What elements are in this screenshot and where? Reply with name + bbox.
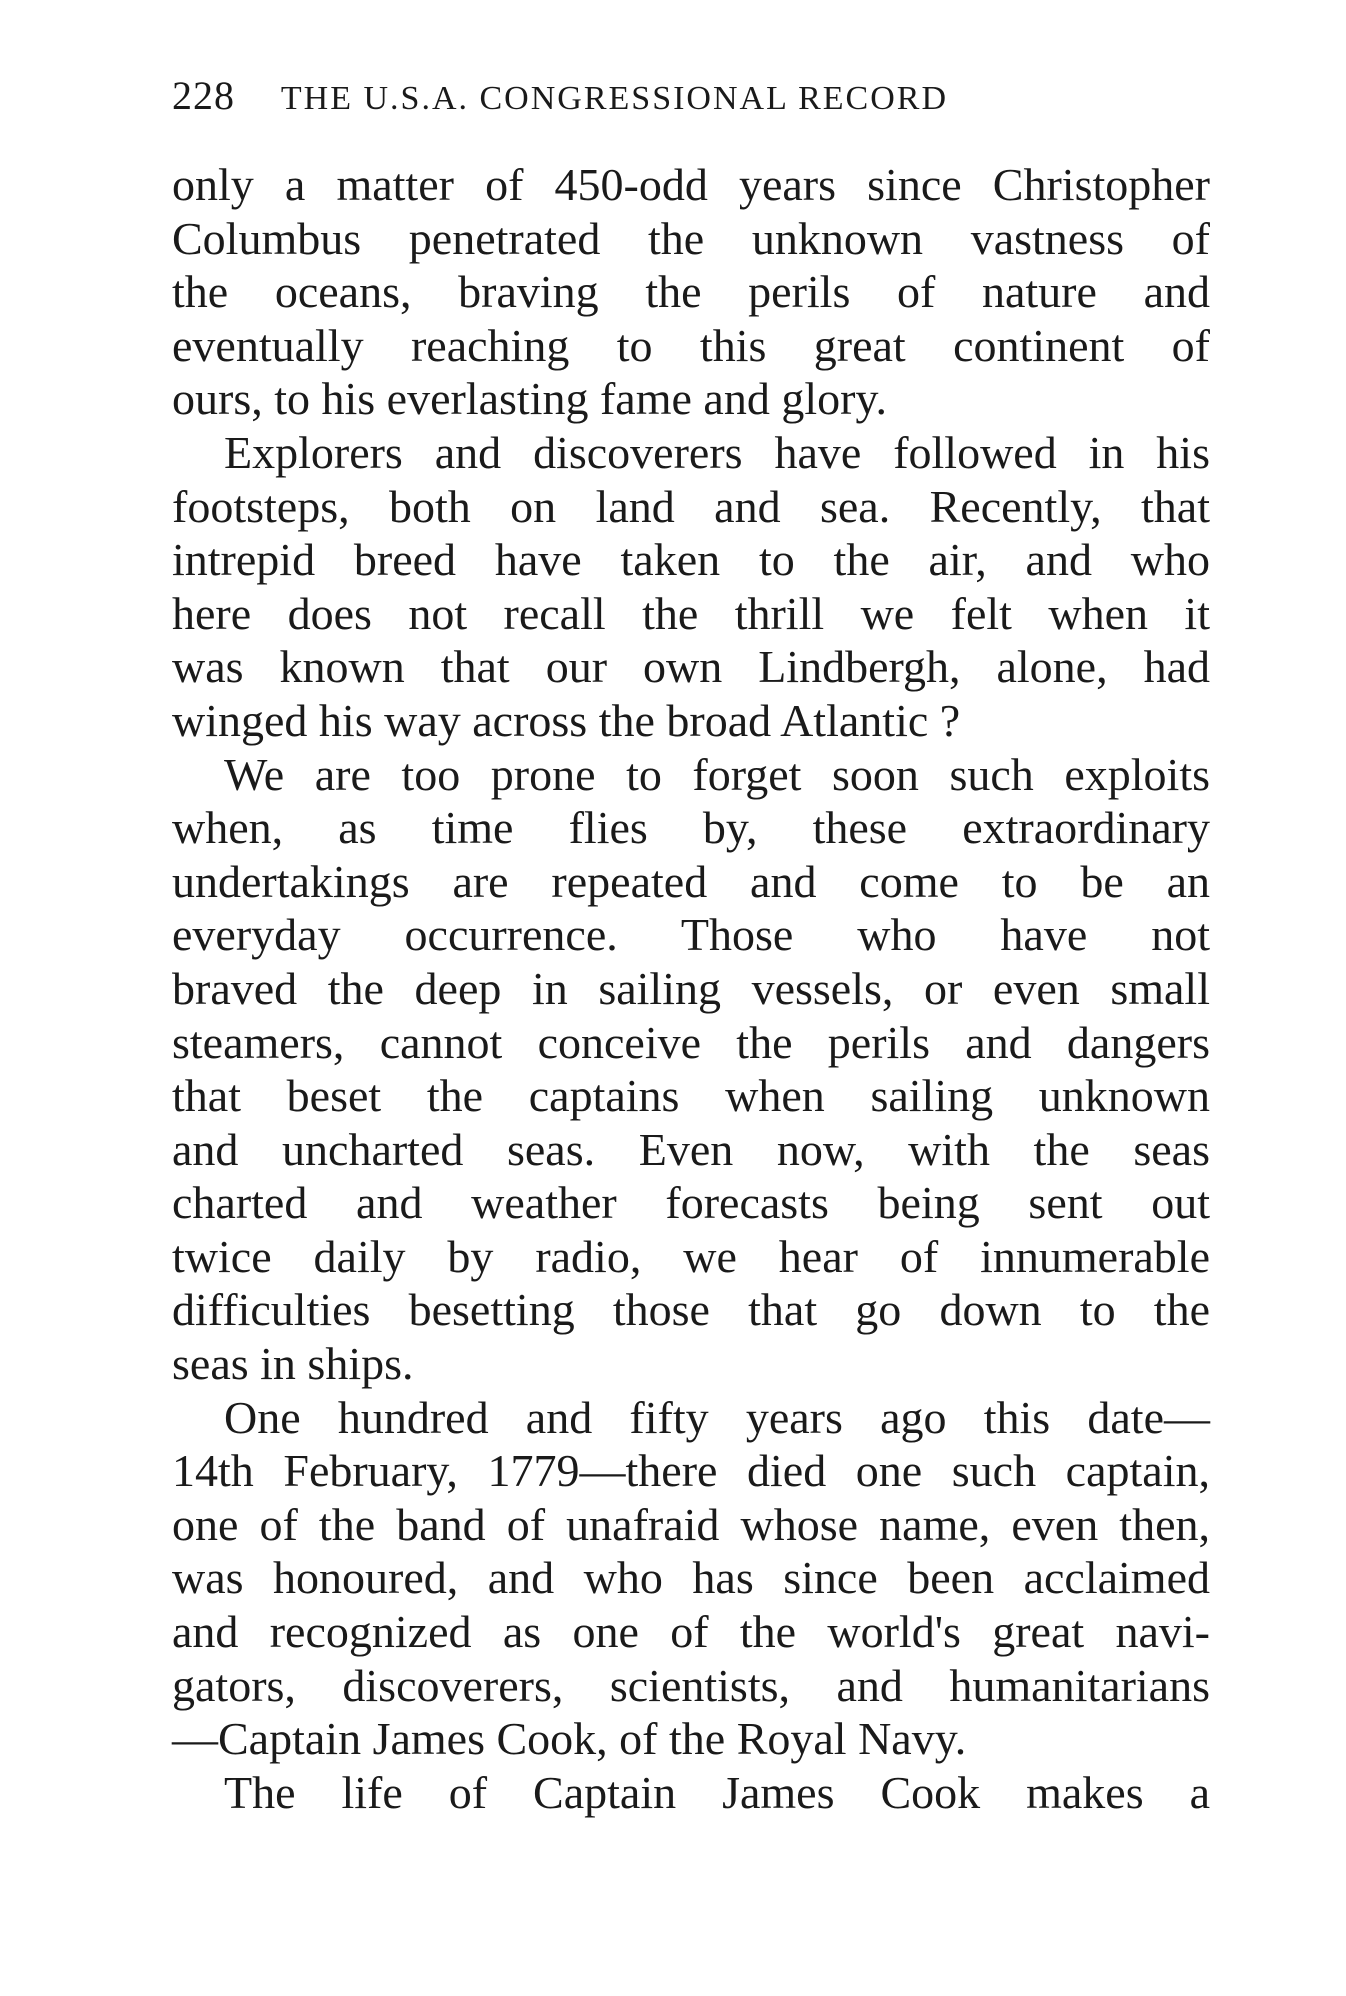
- text-line: One hundred and fifty years ago this date—: [224, 1391, 1210, 1443]
- text-line: ours, to his everlasting fame and glory.: [172, 373, 887, 425]
- page-number: 228: [172, 73, 235, 118]
- text-line: Explorers and discoverers have followed in his: [224, 426, 1210, 478]
- text-line: that beset the captains when sailing unknown: [172, 1070, 1210, 1122]
- paragraph: [172, 1391, 1210, 1766]
- paragraph: [172, 1766, 1210, 1820]
- text-line: was known that our own Lindbergh, alone, had: [172, 641, 1210, 693]
- text-line: only a matter of 450-odd years since Christopher: [172, 159, 1210, 210]
- text-line: here does not recall the thrill we felt when it: [172, 587, 1210, 639]
- text-line: undertakings are repeated and come to be an: [172, 855, 1210, 907]
- text-line: twice daily by radio, we hear of innumerable: [172, 1230, 1210, 1282]
- text-line: The life of Captain James Cook makes a: [224, 1766, 1210, 1818]
- paragraph: [172, 748, 1210, 1391]
- paragraph: [172, 426, 1210, 748]
- text-line: charted and weather forecasts being sent out: [172, 1177, 1210, 1229]
- text-line: seas in ships.: [172, 1338, 414, 1390]
- body-text: [172, 158, 1210, 1819]
- text-line: everyday occurrence. Those who have not: [172, 909, 1210, 961]
- text-line: —Captain James Cook, of the Royal Navy.: [172, 1713, 967, 1765]
- text-line: and uncharted seas. Even now, with the seas: [172, 1123, 1210, 1175]
- text-line: steamers, cannot conceive the perils and dangers: [172, 1016, 1210, 1068]
- text-line: difficulties besetting those that go down to the: [172, 1284, 1210, 1336]
- text-line: footsteps, both on land and sea. Recently, that: [172, 480, 1210, 532]
- paragraph: [172, 158, 1210, 426]
- running-title: THE U.S.A. CONGRESSIONAL RECORD: [280, 80, 949, 117]
- text-line: We are too prone to forget soon such exploits: [224, 748, 1210, 800]
- text-line: braved the deep in sailing vessels, or even small: [172, 962, 1210, 1014]
- text-line: Columbus penetrated the unknown vastness of: [172, 212, 1210, 264]
- running-head: [172, 72, 948, 119]
- text-line: when, as time flies by, these extraordinary: [172, 802, 1210, 854]
- text-line: eventually reaching to this great continent of: [172, 319, 1210, 371]
- text-line: and recognized as one of the world's great navi-: [172, 1606, 1210, 1658]
- text-line: the oceans, braving the perils of nature and: [172, 266, 1210, 318]
- text-line: one of the band of unafraid whose name, even then,: [172, 1498, 1210, 1550]
- text-line: winged his way across the broad Atlantic ?: [172, 694, 961, 746]
- text-line: intrepid breed have taken to the air, and who: [172, 534, 1210, 586]
- text-line: gators, discoverers, scientists, and humanitarians: [172, 1659, 1210, 1711]
- text-line: 14th February, 1779—there died one such captain,: [172, 1445, 1210, 1497]
- text-line: was honoured, and who has since been acclaimed: [172, 1552, 1210, 1604]
